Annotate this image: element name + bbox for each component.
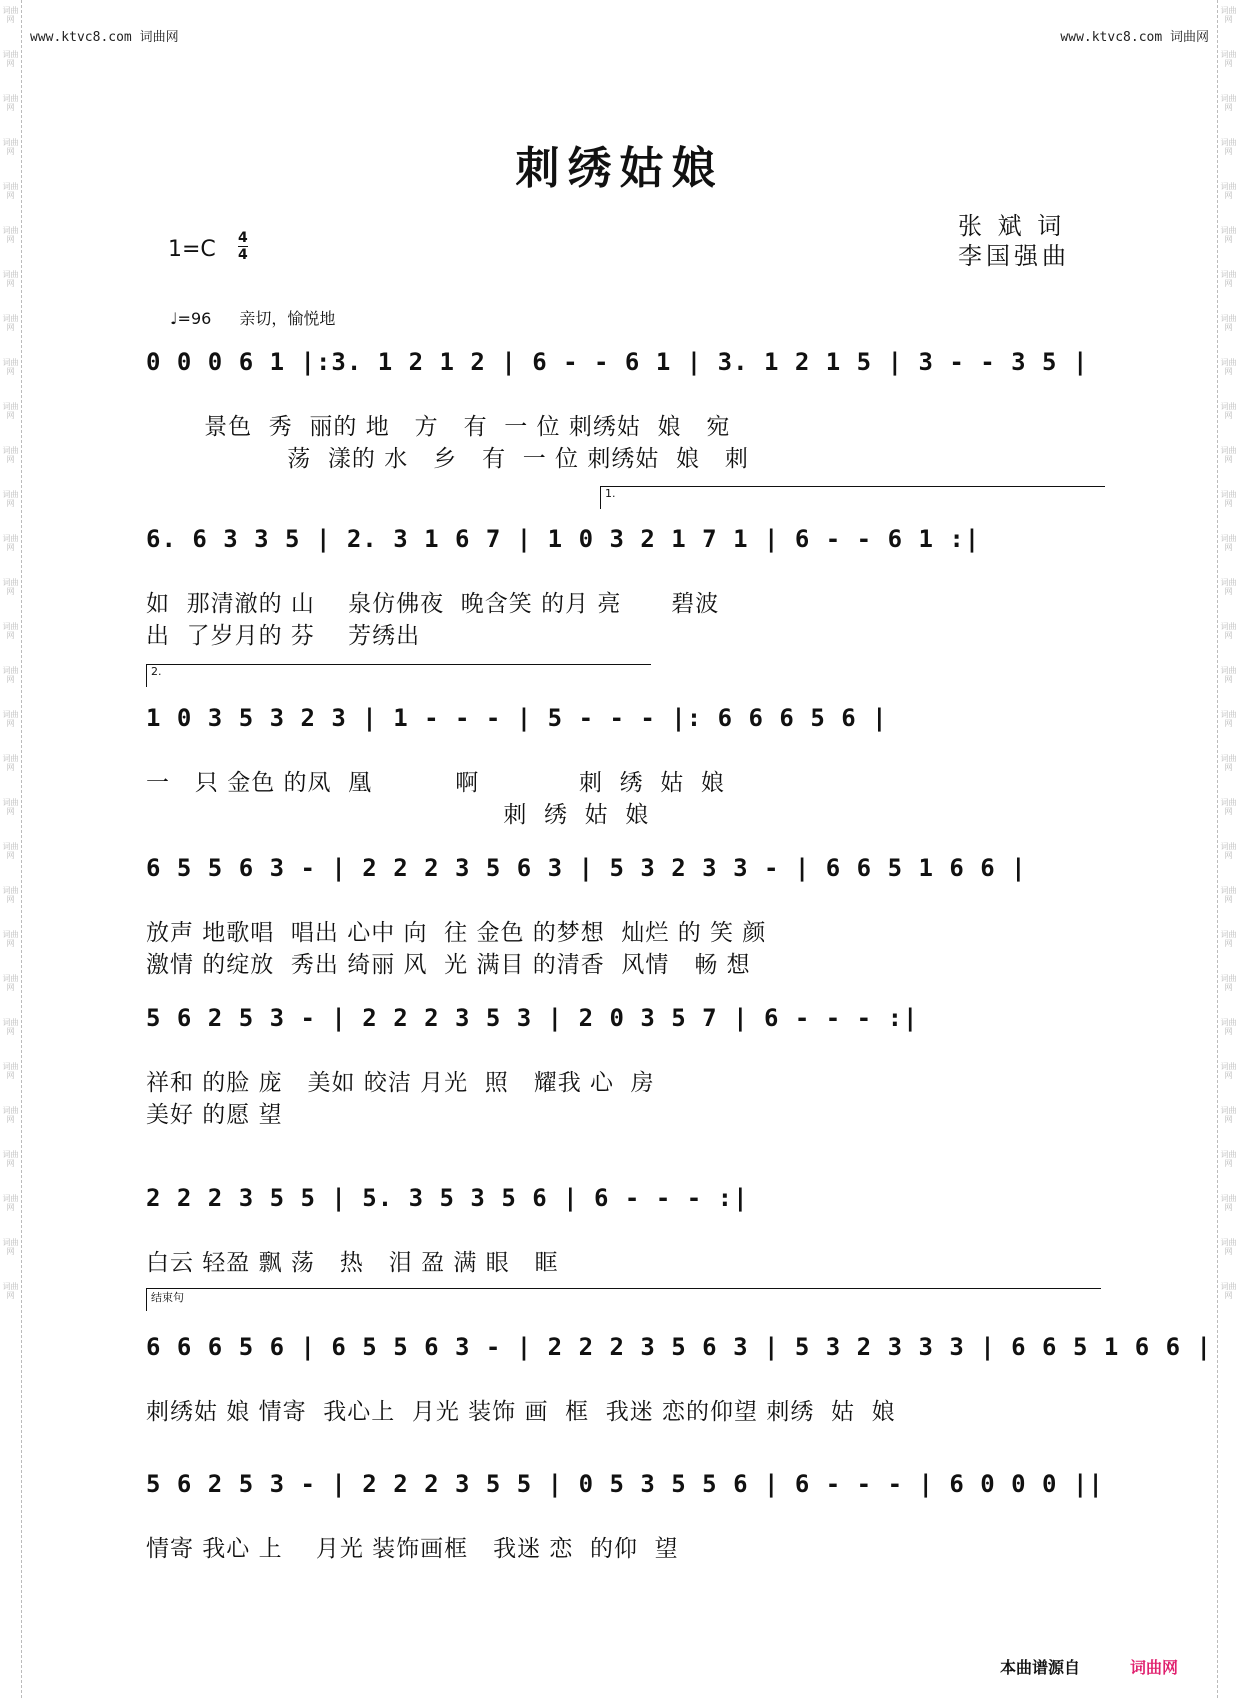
watermark-text: 词曲网: [1220, 1194, 1237, 1212]
watermark-text: 词曲网: [1220, 886, 1237, 904]
watermark-text: 词曲网: [2, 534, 19, 552]
watermark-text: 词曲网: [1220, 622, 1237, 640]
watermark-text: 词曲网: [1220, 138, 1237, 156]
watermark-text: 词曲网: [1220, 270, 1237, 288]
lyric-line: 刺 绣 姑 娘: [146, 802, 650, 828]
lyric-line: 一 只 金色 的凤 凰 啊 刺 绣 姑 娘: [146, 770, 725, 796]
lyric-line: 出 了岁月的 芬 芳绣出: [146, 623, 421, 649]
watermark-text: 词曲网: [1220, 666, 1237, 684]
watermark-text: 词曲网: [2, 798, 19, 816]
watermark-text: 词曲网: [1220, 1150, 1237, 1168]
lyric-line: 美好 的愿 望: [146, 1102, 283, 1128]
watermark-text: 词曲网: [2, 446, 19, 464]
watermark-text: 词曲网: [2, 270, 19, 288]
notation-line: 1 0 3 5 3 2 3 | 1 - - - | 5 - - - |: 6 6 6 5 6 |: [146, 704, 888, 732]
score-row: [146, 1470, 1104, 1520]
watermark-text: 词曲网: [1220, 446, 1237, 464]
site-url-right[interactable]: www.ktvc8.com 词曲网: [1060, 30, 1209, 45]
lyric-line: 激情 的绽放 秀出 绮丽 风 光 满目 的清香 风情 畅 想: [146, 952, 751, 978]
watermark-text: 词曲网: [1220, 930, 1237, 948]
score-row: [146, 1333, 1212, 1383]
watermark-text: 词曲网: [1220, 182, 1237, 200]
watermark-text: 词曲网: [2, 754, 19, 772]
lyric-line: 祥和 的脸 庞 美如 皎洁 月光 照 耀我 心 房: [146, 1070, 655, 1096]
source-brand-link[interactable]: 词曲网: [1130, 1658, 1179, 1677]
notation-line: 5 6 2 5 3 - | 2 2 2 3 5 5 | 0 5 3 5 5 6 | 6 - - - | 6 0 0 0 ||: [146, 1470, 1104, 1498]
score-row: [146, 348, 1101, 398]
source-note: [1000, 1655, 1178, 1678]
watermark-text: 词曲网: [2, 182, 19, 200]
watermark-text: 词曲网: [1220, 842, 1237, 860]
watermark-text: 词曲网: [1220, 94, 1237, 112]
time-signature-bottom: 4: [238, 247, 248, 263]
watermark-text: 词曲网: [2, 1062, 19, 1080]
watermark-text: 词曲网: [1220, 1238, 1237, 1256]
watermark-text: 词曲网: [2, 6, 19, 24]
watermark-text: 词曲网: [2, 974, 19, 992]
watermark-text: 词曲网: [2, 930, 19, 948]
watermark-text: 词曲网: [2, 578, 19, 596]
key-signature: 1=C: [168, 237, 216, 262]
notation-line: 6 6 6 5 6 | 6 5 5 6 3 - | 2 2 2 3 5 6 3 | 5 3 2 3 3 3 | 6 6 5 1 6 6 |: [146, 1333, 1212, 1361]
lyric-line: 刺绣姑 娘 情寄 我心上 月光 装饰 画 框 我迷 恋的仰望 刺绣 姑 娘: [146, 1399, 896, 1425]
watermark-text: 词曲网: [2, 138, 19, 156]
tempo-value: ♩=96: [170, 309, 212, 328]
watermark-text: 词曲网: [1220, 226, 1237, 244]
score-row: [146, 1184, 1101, 1234]
song-title: 刺绣姑娘: [515, 143, 724, 194]
watermark-text: 词曲网: [1220, 6, 1237, 24]
volta-second-ending: [146, 664, 651, 687]
watermark-text: 词曲网: [2, 1194, 19, 1212]
watermark-text: 词曲网: [1220, 1282, 1237, 1300]
watermark-text: 词曲网: [1220, 578, 1237, 596]
score-row: [146, 854, 1101, 904]
watermark-text: 词曲网: [1220, 1106, 1237, 1124]
watermark-text: 词曲网: [1220, 974, 1237, 992]
watermark-text: 词曲网: [2, 226, 19, 244]
watermark-text: 词曲网: [1220, 1062, 1237, 1080]
notation-line: 2 2 2 3 5 5 | 5. 3 5 3 5 6 | 6 - - - :|: [146, 1184, 749, 1212]
watermark-text: 词曲网: [2, 50, 19, 68]
lyric-line: 荡 漾的 水 乡 有 一 位 刺绣姑 娘 刺: [146, 446, 749, 472]
notation-line: 6 5 5 6 3 - | 2 2 2 3 5 6 3 | 5 3 2 3 3 - | 6 6 5 1 6 6 |: [146, 854, 1027, 882]
watermark-text: 词曲网: [1220, 754, 1237, 772]
volta-second-label: 2.: [151, 665, 162, 678]
score-row: [146, 704, 1101, 754]
score-row: [146, 525, 1101, 575]
watermark-text: 词曲网: [2, 1018, 19, 1036]
watermark-text: 词曲网: [1220, 534, 1237, 552]
watermark-text: 词曲网: [2, 402, 19, 420]
tempo-marking: [170, 306, 335, 329]
watermark-text: 词曲网: [2, 1282, 19, 1300]
watermark-text: 词曲网: [2, 490, 19, 508]
lyric-line: 景色 秀 丽的 地 方 有 一 位 刺绣姑 娘 宛: [146, 414, 731, 440]
watermark-text: 词曲网: [2, 1150, 19, 1168]
watermark-text: 词曲网: [2, 358, 19, 376]
notation-line: 0 0 0 6 1 |:3. 1 2 1 2 | 6 - - 6 1 | 3. 1 2 1 5 | 3 - - 3 5 |: [146, 348, 1089, 376]
watermark-text: 词曲网: [1220, 1018, 1237, 1036]
lyric-line: 如 那清澈的 山 泉仿佛夜 晚含笑 的月 亮 碧波: [146, 591, 720, 617]
watermark-text: 词曲网: [1220, 710, 1237, 728]
composer-credit: 李国强曲: [958, 242, 1070, 270]
watermark-text: 词曲网: [2, 94, 19, 112]
lyric-line: 白云 轻盈 飘 荡 热 泪 盈 满 眼 眶: [146, 1250, 559, 1276]
volta-first-label: 1.: [605, 487, 616, 500]
score-row: [146, 1004, 1101, 1054]
time-signature: [238, 230, 248, 263]
watermark-text: 词曲网: [1220, 50, 1237, 68]
mood-marking: 亲切，愉悦地: [239, 309, 336, 328]
lyricist-credit: 张 斌 词: [958, 212, 1066, 240]
site-url-left[interactable]: www.ktvc8.com 词曲网: [30, 30, 179, 45]
lyric-line: 放声 地歌唱 唱出 心中 向 往 金色 的梦想 灿烂 的 笑 颜: [146, 920, 767, 946]
volta-first-ending: [600, 486, 1105, 509]
watermark-text: 词曲网: [2, 666, 19, 684]
watermark-text: 词曲网: [2, 842, 19, 860]
source-label: 本曲谱源自: [1000, 1658, 1081, 1677]
watermark-text: 词曲网: [2, 886, 19, 904]
ending-label: 结束句: [151, 1291, 184, 1304]
left-margin-watermark: [0, 0, 22, 1698]
watermark-text: 词曲网: [2, 622, 19, 640]
watermark-text: 词曲网: [1220, 798, 1237, 816]
watermark-text: 词曲网: [1220, 490, 1237, 508]
time-signature-top: 4: [238, 230, 248, 246]
notation-line: 5 6 2 5 3 - | 2 2 2 3 5 3 | 2 0 3 5 7 | 6 - - - :|: [146, 1004, 919, 1032]
watermark-text: 词曲网: [2, 710, 19, 728]
lyric-line: 情寄 我心 上 月光 装饰画框 我迷 恋 的仰 望: [146, 1536, 679, 1562]
watermark-text: 词曲网: [1220, 358, 1237, 376]
watermark-text: 词曲网: [1220, 402, 1237, 420]
right-margin-watermark: [1217, 0, 1239, 1698]
notation-line: 6. 6 3 3 5 | 2. 3 1 6 7 | 1 0 3 2 1 7 1 | 6 - - 6 1 :|: [146, 525, 981, 553]
watermark-text: 词曲网: [1220, 314, 1237, 332]
watermark-text: 词曲网: [2, 1106, 19, 1124]
ending-bracket: [146, 1288, 1101, 1311]
watermark-text: 词曲网: [2, 314, 19, 332]
watermark-text: 词曲网: [2, 1238, 19, 1256]
